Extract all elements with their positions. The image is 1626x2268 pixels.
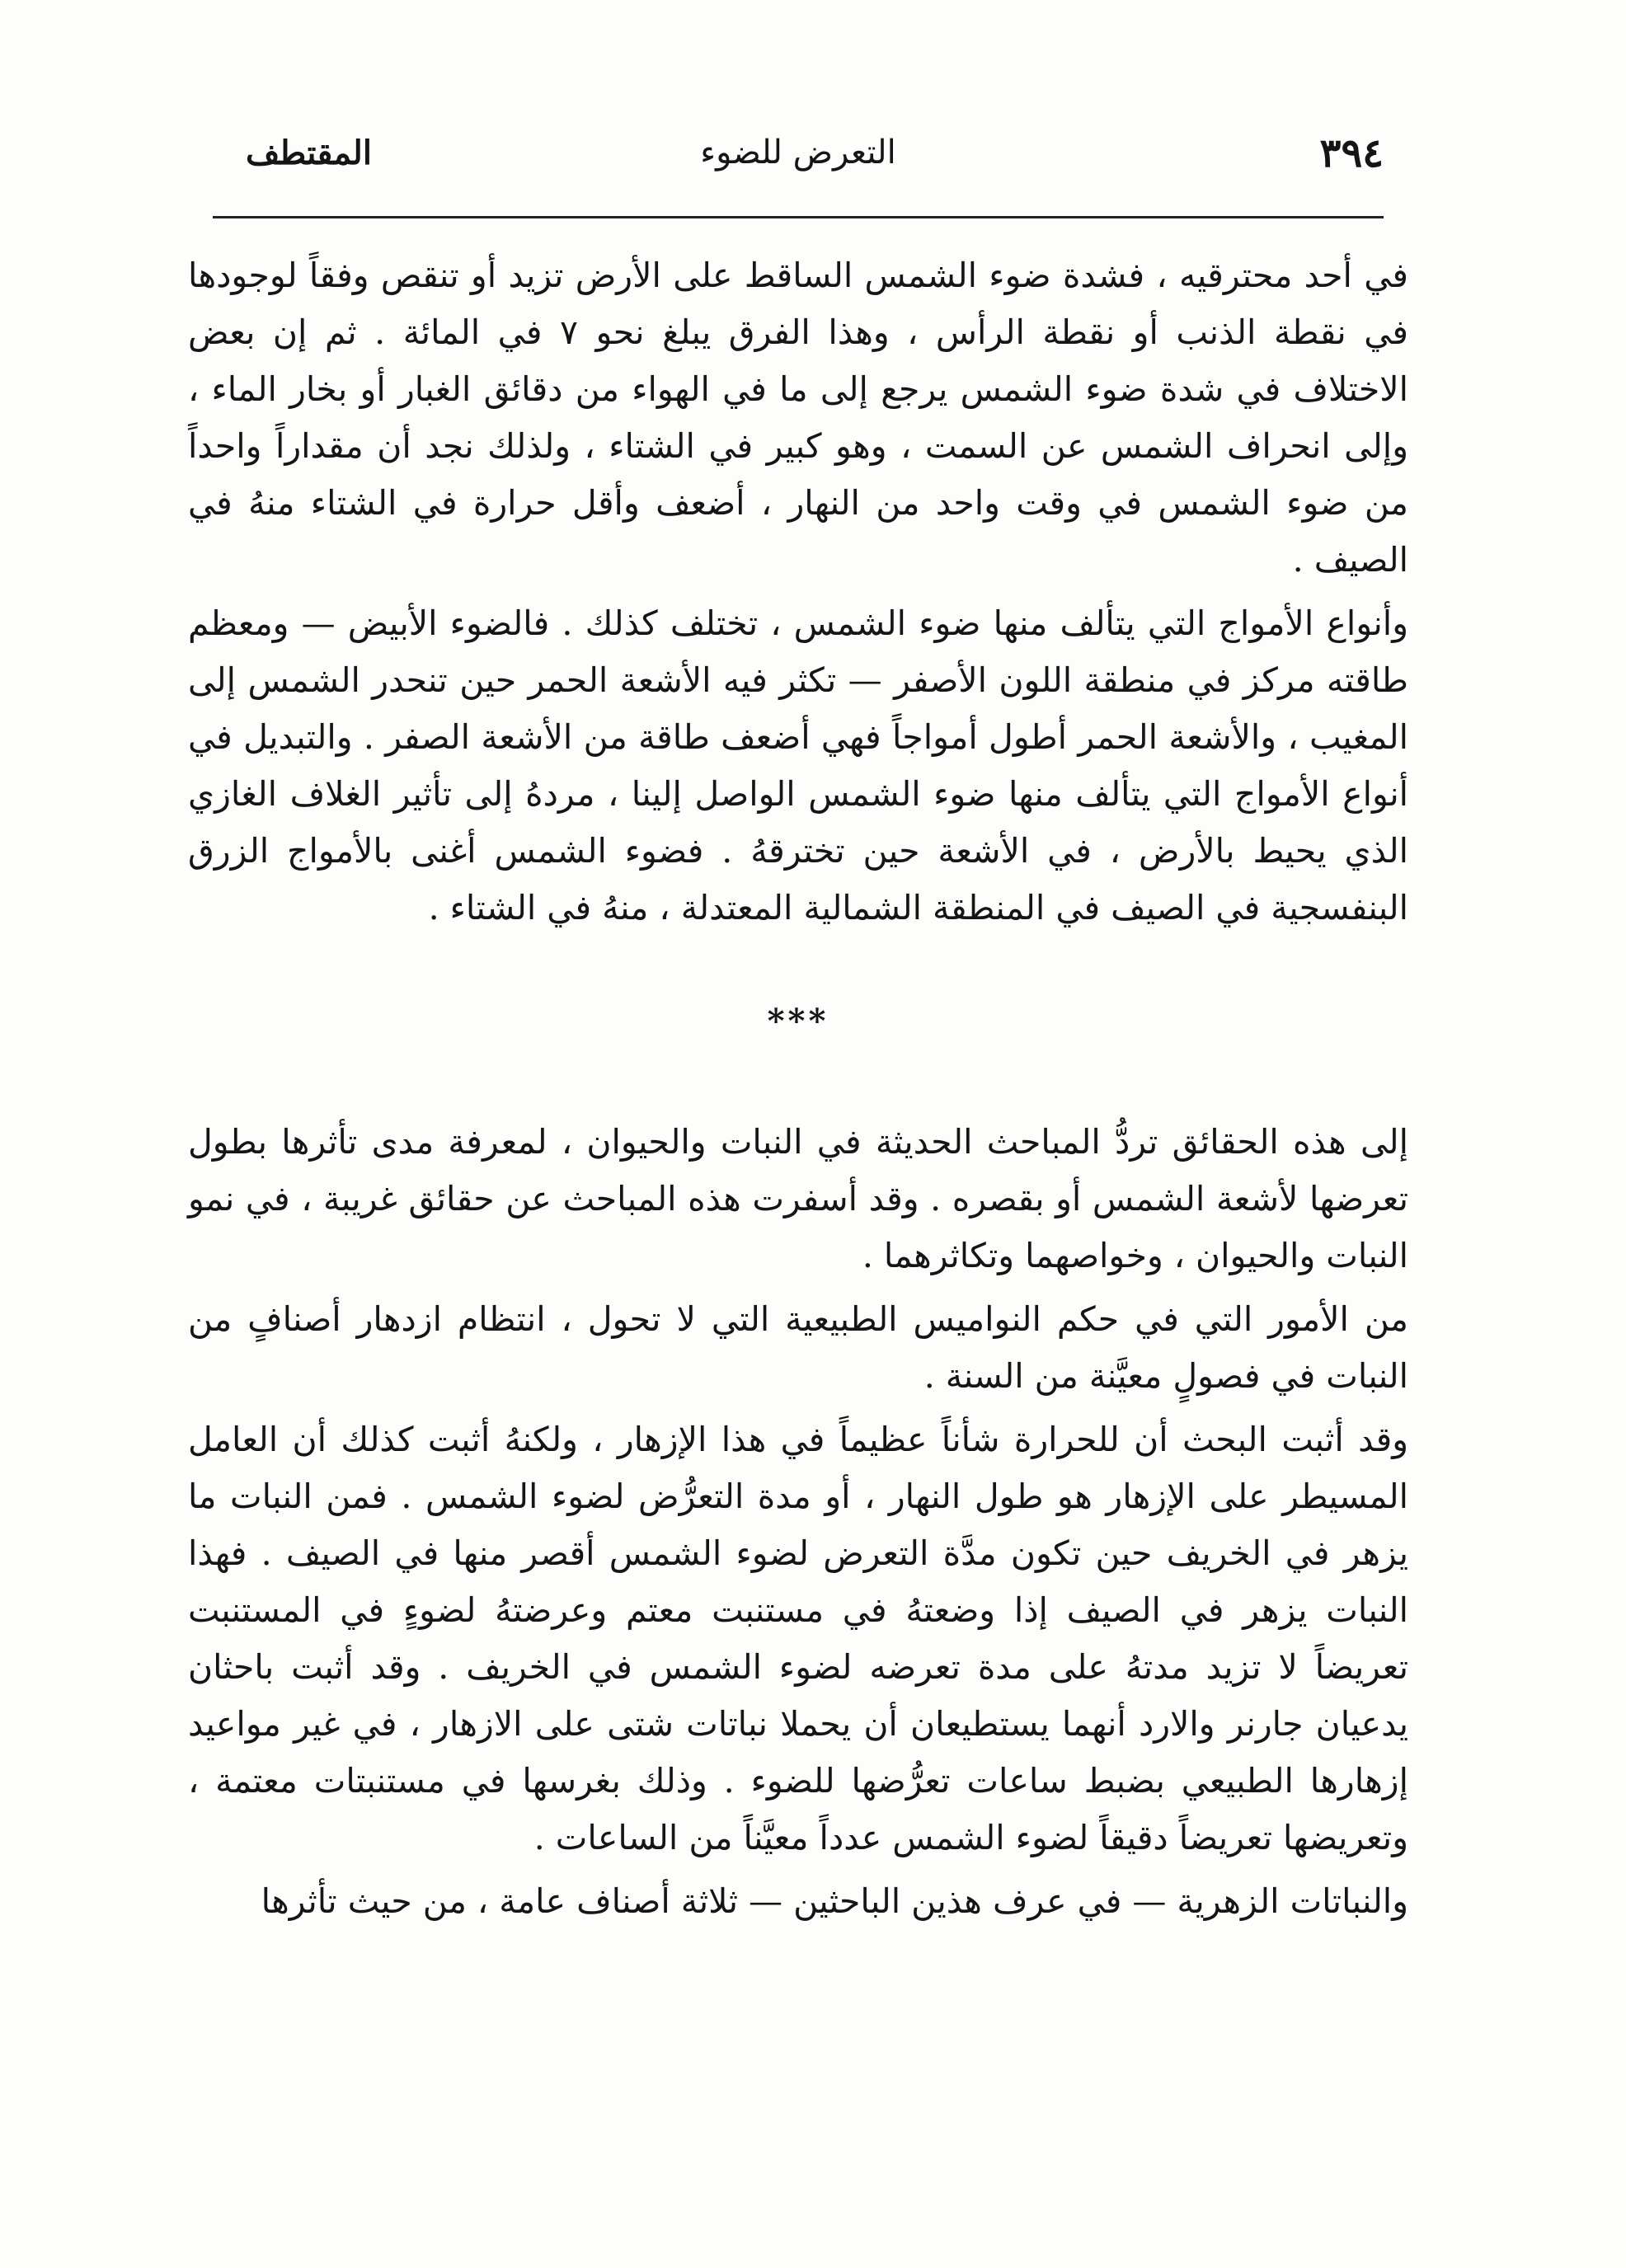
paragraph-research-intro: إلى هذه الحقائق تردُّ المباحث الحديثة في النبات والحيوان ، لمعرفة مدى تأثرها بطول تعرضها لأشعة الشمس أو بقصره . وقد أسفرت هذه المباحث عن حقائق غريبة ، في نمو النبات والحيوان ، وخواصهما وتكاثرهما . [188, 1122, 1408, 1275]
section-separator: *** [767, 1002, 829, 1040]
paragraph-flowering-research: وقد أثبت البحث أن للحرارة شأناً عظيماً في هذا الإزهار ، ولكنهُ أثبت كذلك أن العامل المسيطر على الإزهار هو طول النهار ، أو مدة التعرُّض لضوء الشمس . فمن النبات ما يزهر في الخريف حين تكون مدَّة التعرض لضوء الشمس أقصر منها في الصيف . فهذا النبات يزهر في الصيف إذا وضعتهُ في مستنبت معتم وعرضتهُ لضوءٍ في المستنبت تعريضاً لا تزيد مدتهُ على مدة تعرضه لضوء الشمس في الخريف . وقد أثبت باحثان يدعيان جارنر والارد أنهما يستطيعان أن يحملا نباتات شتى على الازهار ، في غير مواعيد إزهارها الطبيعي بضبط ساعات تعرُّضها للضوء . وذلك بغرسها في مستنبتات معتمة ، وتعريضها تعريضاً دقيقاً لضوء الشمس عدداً معيَّناً من الساعات . [188, 1420, 1408, 1857]
header-rule [213, 216, 1384, 218]
running-title: التعرض للضوء [700, 134, 896, 171]
page-header [213, 130, 1384, 188]
paragraph-sun-intensity: في أحد محترقيه ، فشدة ضوء الشمس الساقط على الأرض تزيد أو تنقص وفقاً لوجودها في نقطة الذنب أو نقطة الرأس ، وهذا الفرق يبلغ نحو ٧ في المائة . ثم إن بعض الاختلاف في شدة ضوء الشمس يرجع إلى ما في الهواء من دقائق الغبار أو بخار الماء ، وإلى انحراف الشمس عن السمت ، وهو كبير في الشتاء ، ولذلك نجد أن مقداراً واحداً من ضوء الشمس في وقت واحد من النهار ، أضعف وأقل حرارة في الشتاء منهُ في الصيف . [188, 256, 1408, 580]
paragraph-wave-types: وأنواع الأمواج التي يتألف منها ضوء الشمس ، تختلف كذلك . فالضوء الأبيض — ومعظم طاقته مركز في منطقة اللون الأصفر — تكثر فيه الأشعة الحمر حين تنحدر الشمس إلى المغيب ، والأشعة الحمر أطول أمواجاً فهي أضعف طاقة من الأشعة الصفر . والتبديل في أنواع الأمواج التي يتألف منها ضوء الشمس الواصل إلينا ، مردهُ إلى تأثير الغلاف الغازي الذي يحيط بالأرض ، في الأشعة حين تخترقهُ . فضوء الشمس أغنى بالأمواج الزرق البنفسجية في الصيف في المنطقة الشمالية المعتدلة ، منهُ في الشتاء . [188, 603, 1408, 927]
page-number: ٣٩٤ [1319, 130, 1384, 176]
journal-name: المقتطف [246, 134, 372, 172]
paragraph-flowering-plants: والنباتات الزهرية — في عرف هذين الباحثين — ثلاثة أصناف عامة ، من حيث تأثرها [261, 1881, 1408, 1921]
paragraph-natural-laws: من الأمور التي في حكم النواميس الطبيعية التي لا تحول ، انتظام ازدهار أصنافٍ من النبات في فصولٍ معيَّنة من السنة . [188, 1299, 1408, 1396]
article-body [188, 247, 1408, 1930]
